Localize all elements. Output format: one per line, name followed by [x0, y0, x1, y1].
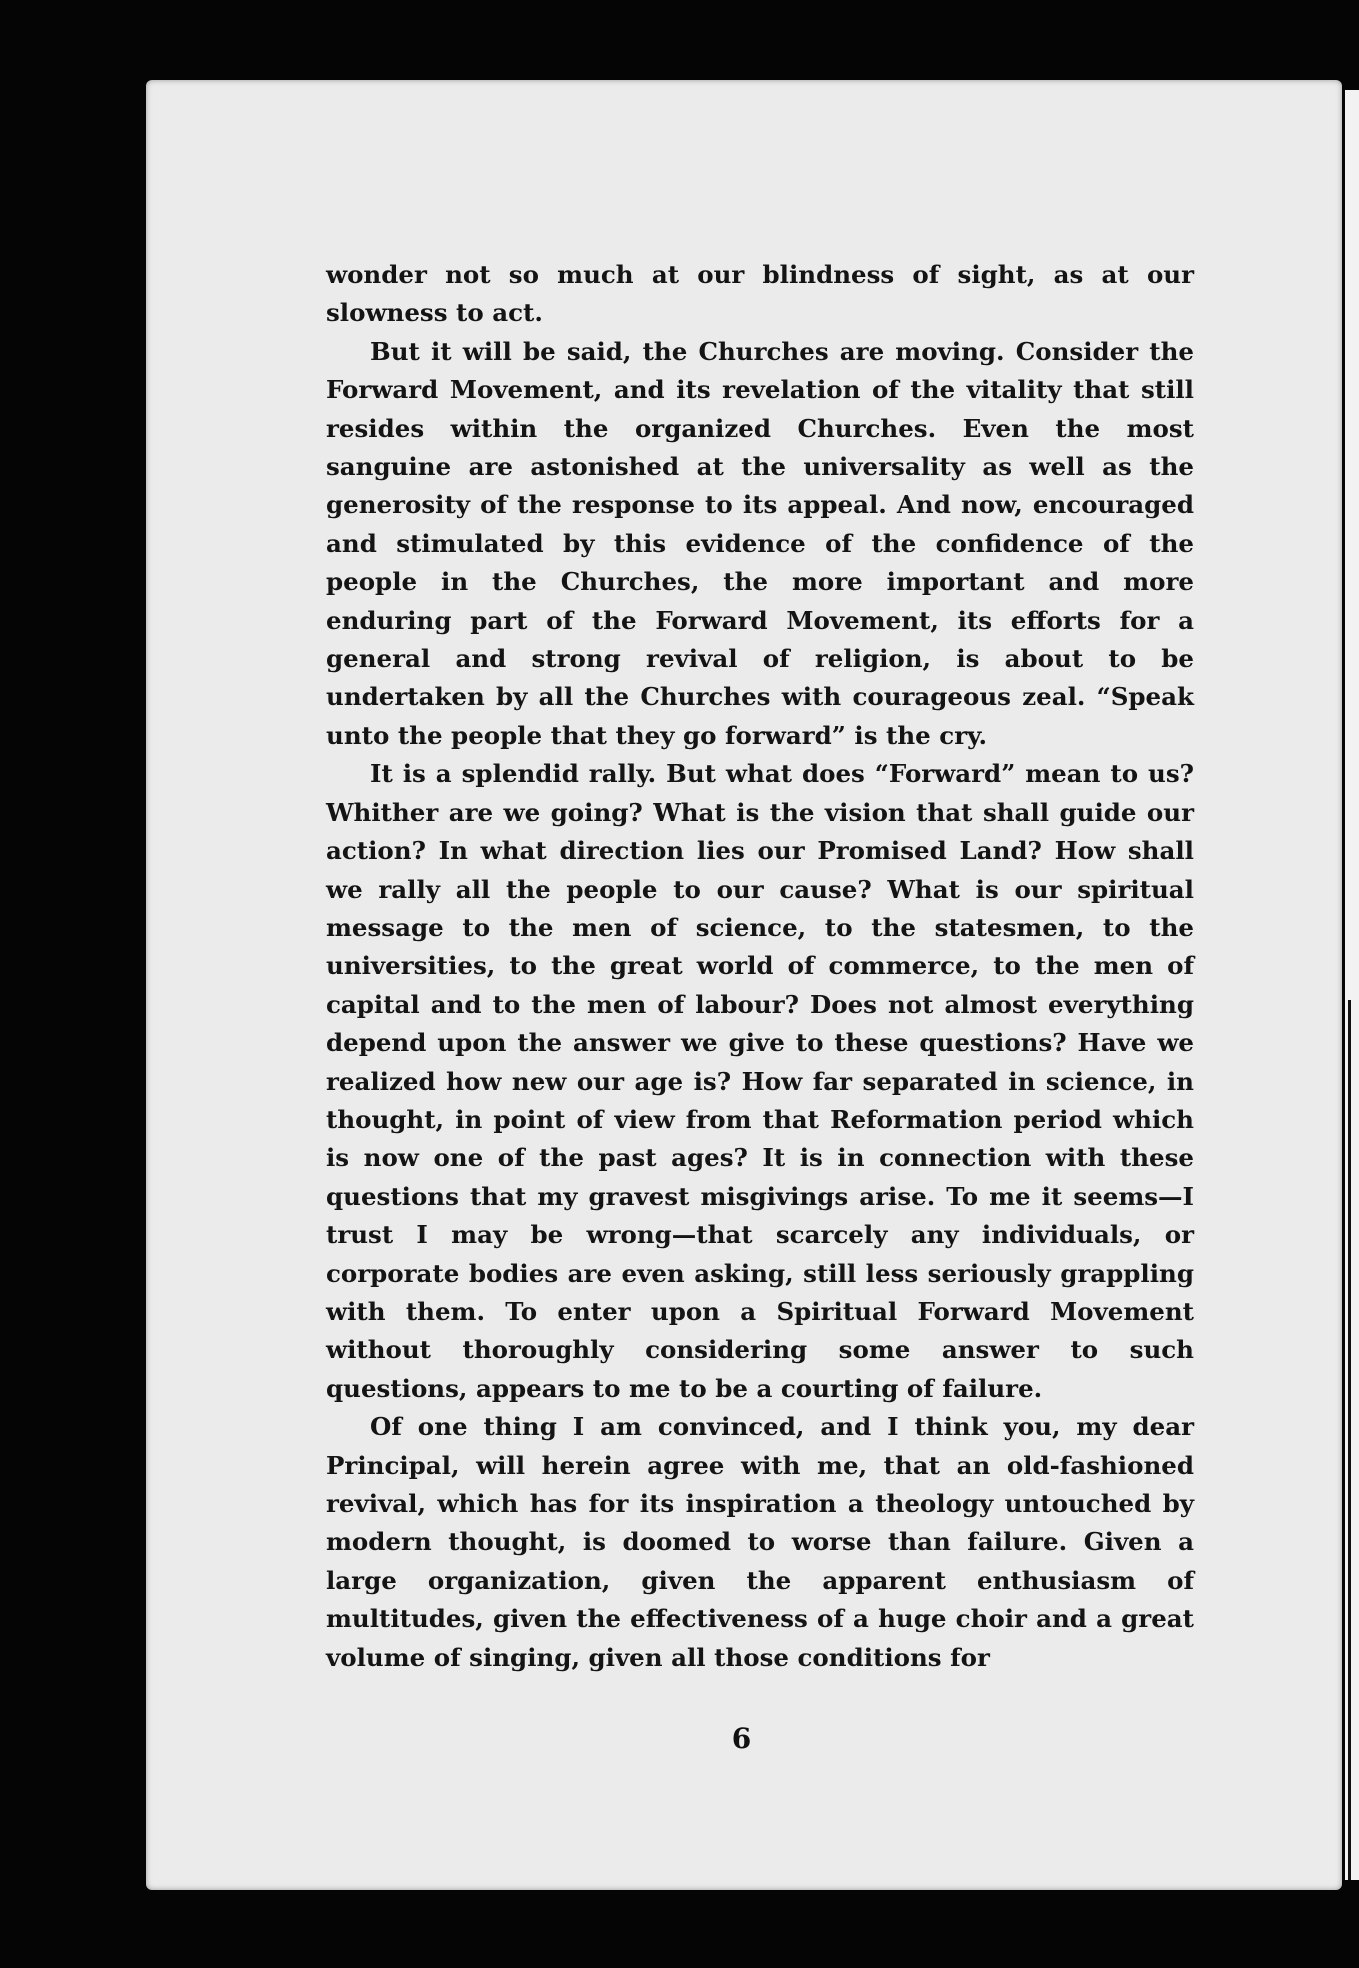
paragraph-2: But it will be said, the Churches are moving. Consider the Forward Movement, and its revelation of the vitality that still resides within the organized Churches. Even the most sanguine are astonished at the universality as well as the generosity of the response to its appeal. And now, encouraged and stimulated by this evidence of the confidence of the people in the Churches, the more important and more enduring part of the Forward Movement, its efforts for a general and strong revival of religion, is about to be undertaken by all the Churches with courageous zeal. “Speak unto the people that they go forward” is the cry. — [326, 336, 1194, 750]
paragraph-1: wonder not so much at our blindness of sight, as at our slowness to act. — [326, 260, 1194, 328]
page-number: 6 — [731, 1722, 752, 1755]
paragraph-4: Of one thing I am convinced, and I think you, my dear Principal, will herein agree with me, that an old-fashioned revival, which has for its inspiration a theology untouched by modern thought, is doomed to worse than failure. Given a large organization, given the apparent enthusiasm of multitudes, given the effectiveness of a huge choir and a great volume of singing, given all those conditions for — [326, 1412, 1194, 1672]
paragraph-3: It is a splendid rally. But what does “Forward” mean to us? Whither are we going? What is the vision that shall guide our action? In what direction lies our Promised Land? How shall we rally all the people to our cause? What is our spiritual message to the men of science, to the statesmen, to the universities, to the great world of commerce, to the men of capital and to the men of labour? Does not almost everything depend upon the answer we give to these questions? Have we realized how new our age is? How far separated in science, in thought, in point of view from that Reformation period which is now one of the past ages? It is in connection with these questions that my gravest misgivings arise. To me it seems—I trust I may be wrong—that scarcely any individuals, or corporate bodies are even asking, still less seriously grappling with them. To enter upon a Spiritual Forward Movement without thoroughly considering some answer to such questions, appears to me to be a courting of failure. — [326, 759, 1194, 1403]
body-text — [326, 256, 1194, 1677]
